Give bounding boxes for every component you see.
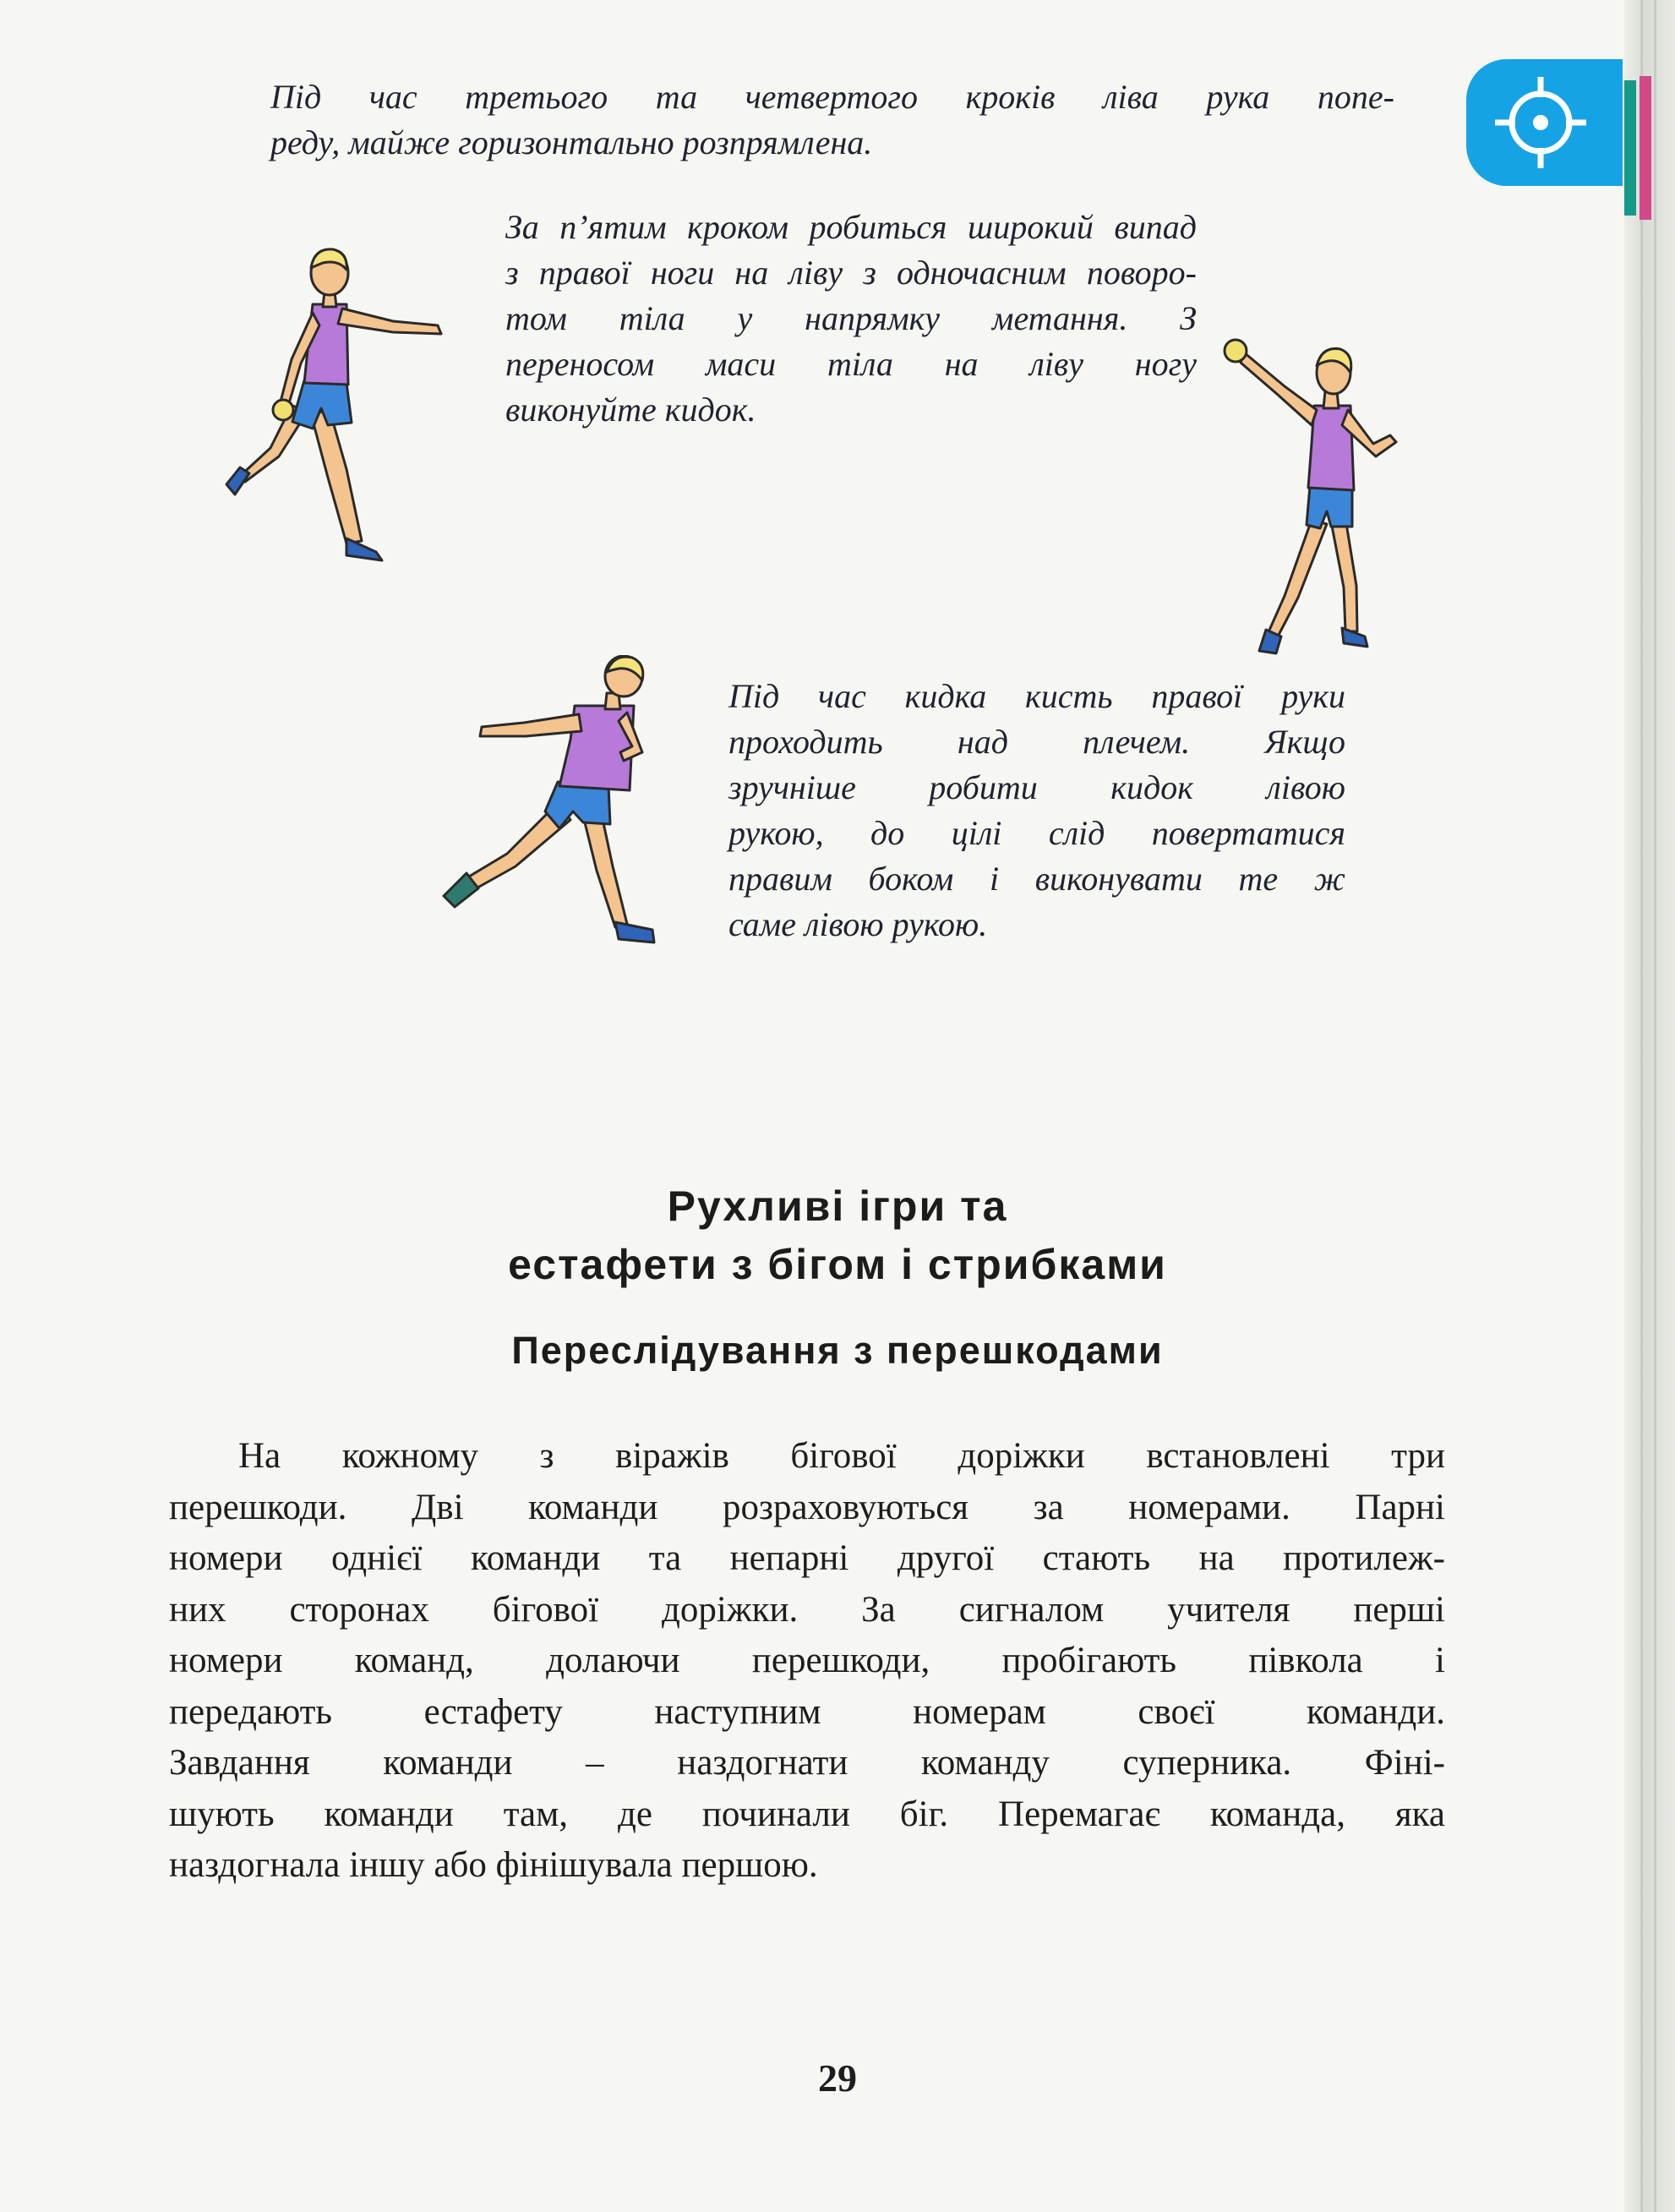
caption-step-5 [505, 205, 1197, 433]
section-tab [1466, 59, 1623, 186]
caption-line: Під час кидка кисть правої руки [728, 677, 1345, 715]
paragraph-line: На кожному з віражів бігової доріжки встановлені три [238, 1436, 1445, 1476]
paragraph-line: шують команди там, де починали біг. Перемагає команда, яка [169, 1794, 1445, 1834]
tab-stripe [1640, 76, 1651, 220]
paragraph-line: передають естафету наступним номерам своєї команди. [169, 1691, 1445, 1732]
book-edge [1624, 0, 1675, 2212]
paragraph-line: них сторонах бігової доріжки. За сигналом учителя перші [169, 1589, 1445, 1630]
game-title: Переслідування з перешкодами [511, 1329, 1164, 1372]
caption-step-3-4 [270, 74, 1394, 166]
caption-line: з правої ноги на ліву з одночасним поворо- [505, 254, 1197, 292]
paragraph-line: номери однієї команди та непарні другої стають на протилеж- [169, 1538, 1445, 1578]
caption-line: За п’ятим кроком робиться широкий випад [505, 208, 1197, 246]
caption-line: рукою, до цілі слід повертатися [728, 814, 1345, 852]
paragraph-line: номери команд, долаючи перешкоди, пробігають півкола і [169, 1641, 1445, 1680]
caption-line: проходить над плечем. Якщо [728, 723, 1345, 761]
paragraph-line: перешкоди. Дві команди розраховуються за номерами. Парні [169, 1487, 1445, 1527]
target-icon [1490, 72, 1591, 173]
tab-stripe [1624, 80, 1636, 216]
athlete-figure-arm-raised [1217, 325, 1437, 664]
athlete-figure-step-5 [220, 241, 473, 571]
caption-line: правим боком і виконувати те ж [728, 860, 1345, 898]
page-number: 29 [818, 2056, 857, 2100]
section-heading-line-1: Рухливі ігри та [667, 1182, 1008, 1230]
caption-line: Під час третього та четвертого кроків ліва рука попе- [270, 78, 1394, 116]
caption-line: переносом маси тіла на ліву ногу [505, 345, 1197, 383]
caption-line: реду, майже горизонтально розпрямлена. [270, 123, 873, 161]
game-description [169, 1431, 1445, 1892]
caption-line: том тіла у напрямку метання. З [505, 299, 1197, 337]
page-edge-line [1654, 0, 1656, 2212]
page-edge-line [1640, 0, 1643, 2212]
athlete-figure-throw [431, 655, 710, 959]
caption-line: виконуйте кидок. [505, 391, 756, 429]
caption-line: зручніше робити кидок лівою [728, 768, 1345, 806]
section-heading-line-2: естафети з бігом і стрибками [508, 1241, 1167, 1288]
caption-line: саме лівою рукою. [728, 905, 988, 943]
paragraph-line: Завдання команди – наздогнати команду суперника. Фіні- [169, 1743, 1445, 1783]
caption-throw [728, 674, 1345, 948]
paragraph-line: наздогнала іншу або фінішувала першою. [169, 1845, 818, 1885]
